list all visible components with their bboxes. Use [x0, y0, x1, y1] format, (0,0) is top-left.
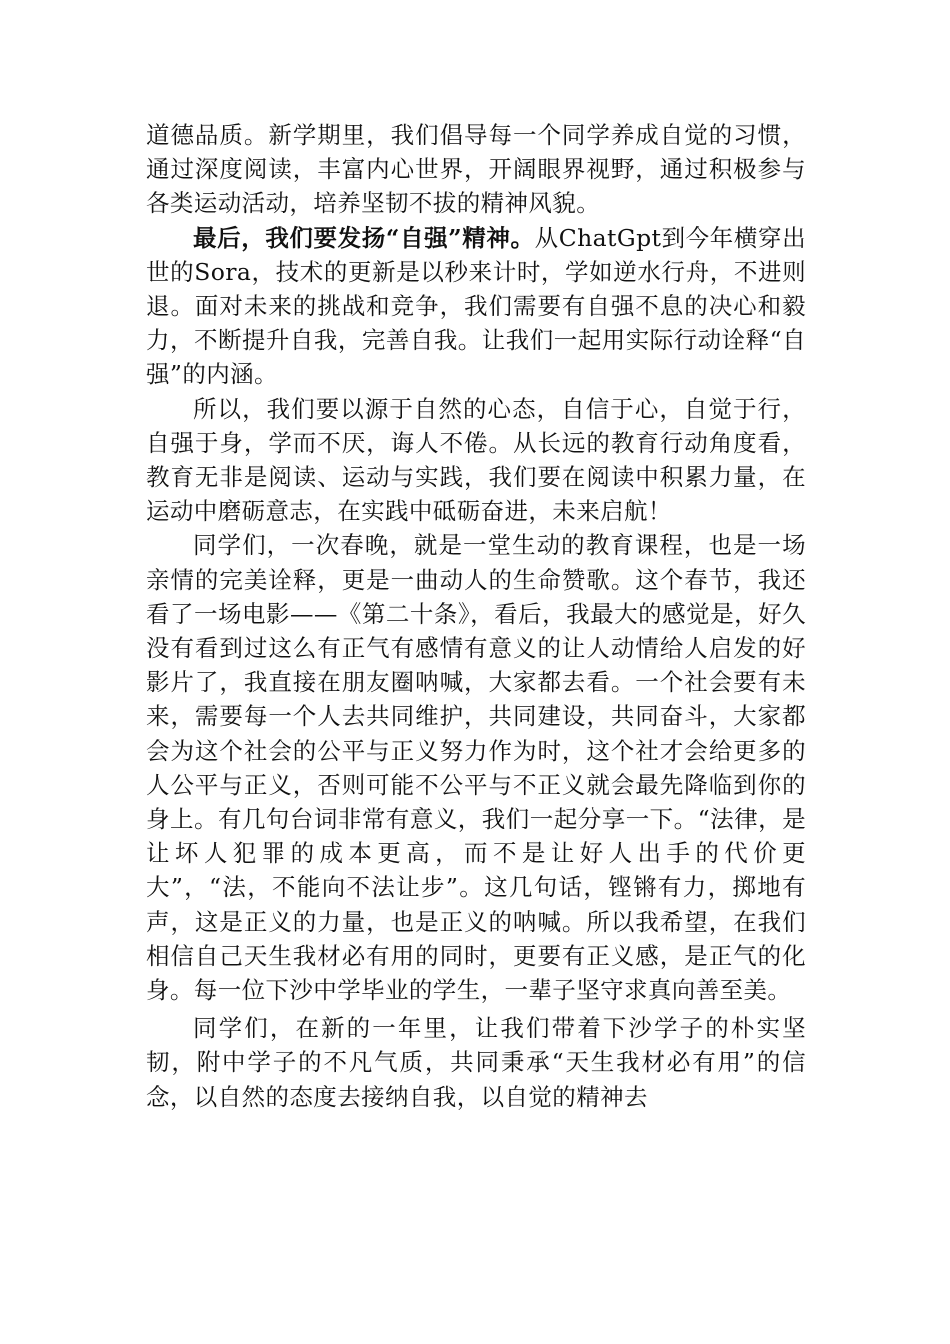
document-page — [146, 118, 806, 1114]
paragraph-1-text: 道德品质。新学期里，我们倡导每一个同学养成自觉的习惯，通过深度阅读，丰富内心世界，开阔眼界视野，通过积极参与各类运动活动，培养坚韧不拔的精神风貌。 — [146, 121, 806, 218]
paragraph-4 — [146, 528, 806, 1007]
paragraph-3 — [146, 392, 806, 529]
paragraph-5 — [146, 1011, 806, 1114]
paragraph-2-heading: 最后，我们要发扬“自强”精神。 — [193, 223, 535, 252]
paragraph-5-text: 同学们，在新的一年里，让我们带着下沙学子的朴实坚韧，附中学子的不凡气质，共同秉承“天生我材必有用”的信念，以自然的态度去接纳自我，以自觉的精神去 — [146, 1014, 806, 1111]
paragraph-4-text: 同学们，一次春晚，就是一堂生动的教育课程，也是一场亲情的完美诠释，更是一曲动人的生命赞歌。这个春节，我还看了一场电影——《第二十条》，看后，我最大的感觉是，好久没有看到过这么有正气有感情有意义的让人动情给人启发的好影片了，我直接在朋友圈呐喊，大家都去看。一个社会要有未来，需要每一个人去共同维护，共同建设，共同奋斗，大家都会为这个社会的公平与正义努力作为时，这个社才会给更多的人公平与正义，否则可能不公平与不正义就会最先降临到你的身上。有几句台词非常有意义，我们一起分享一下。“法律，是让坏人犯罪的成本更高，而不是让好人出手的代价更大”，“法，不能向不法让步”。这几句话，铿锵有力，掷地有声，这是正义的力量，也是正义的呐喊。所以我希望，在我们相信自己天生我材必有用的同时，更要有正义感，是正气的化身。每一位下沙中学毕业的学生，一辈子坚守求真向善至美。 — [146, 531, 806, 1005]
paragraph-2 — [146, 221, 806, 392]
paragraph-2-text: 从ChatGpt到今年横穿出世的Sora，技术的更新是以秒来计时，学如逆水行舟，不进则退。面对未来的挑战和竞争，我们需要有自强不息的决心和毅力，不断提升自我，完善自我。让我们一起用实际行动诠释“自强”的内涵。 — [146, 223, 806, 389]
paragraph-3-text: 所以，我们要以源于自然的心态，自信于心，自觉于行，自强于身，学而不厌，诲人不倦。从长远的教育行动角度看，教育无非是阅读、运动与实践，我们要在阅读中积累力量，在运动中磨砺意志，在实践中砥砺奋进，未来启航！ — [146, 394, 806, 526]
paragraph-1 — [146, 118, 806, 221]
